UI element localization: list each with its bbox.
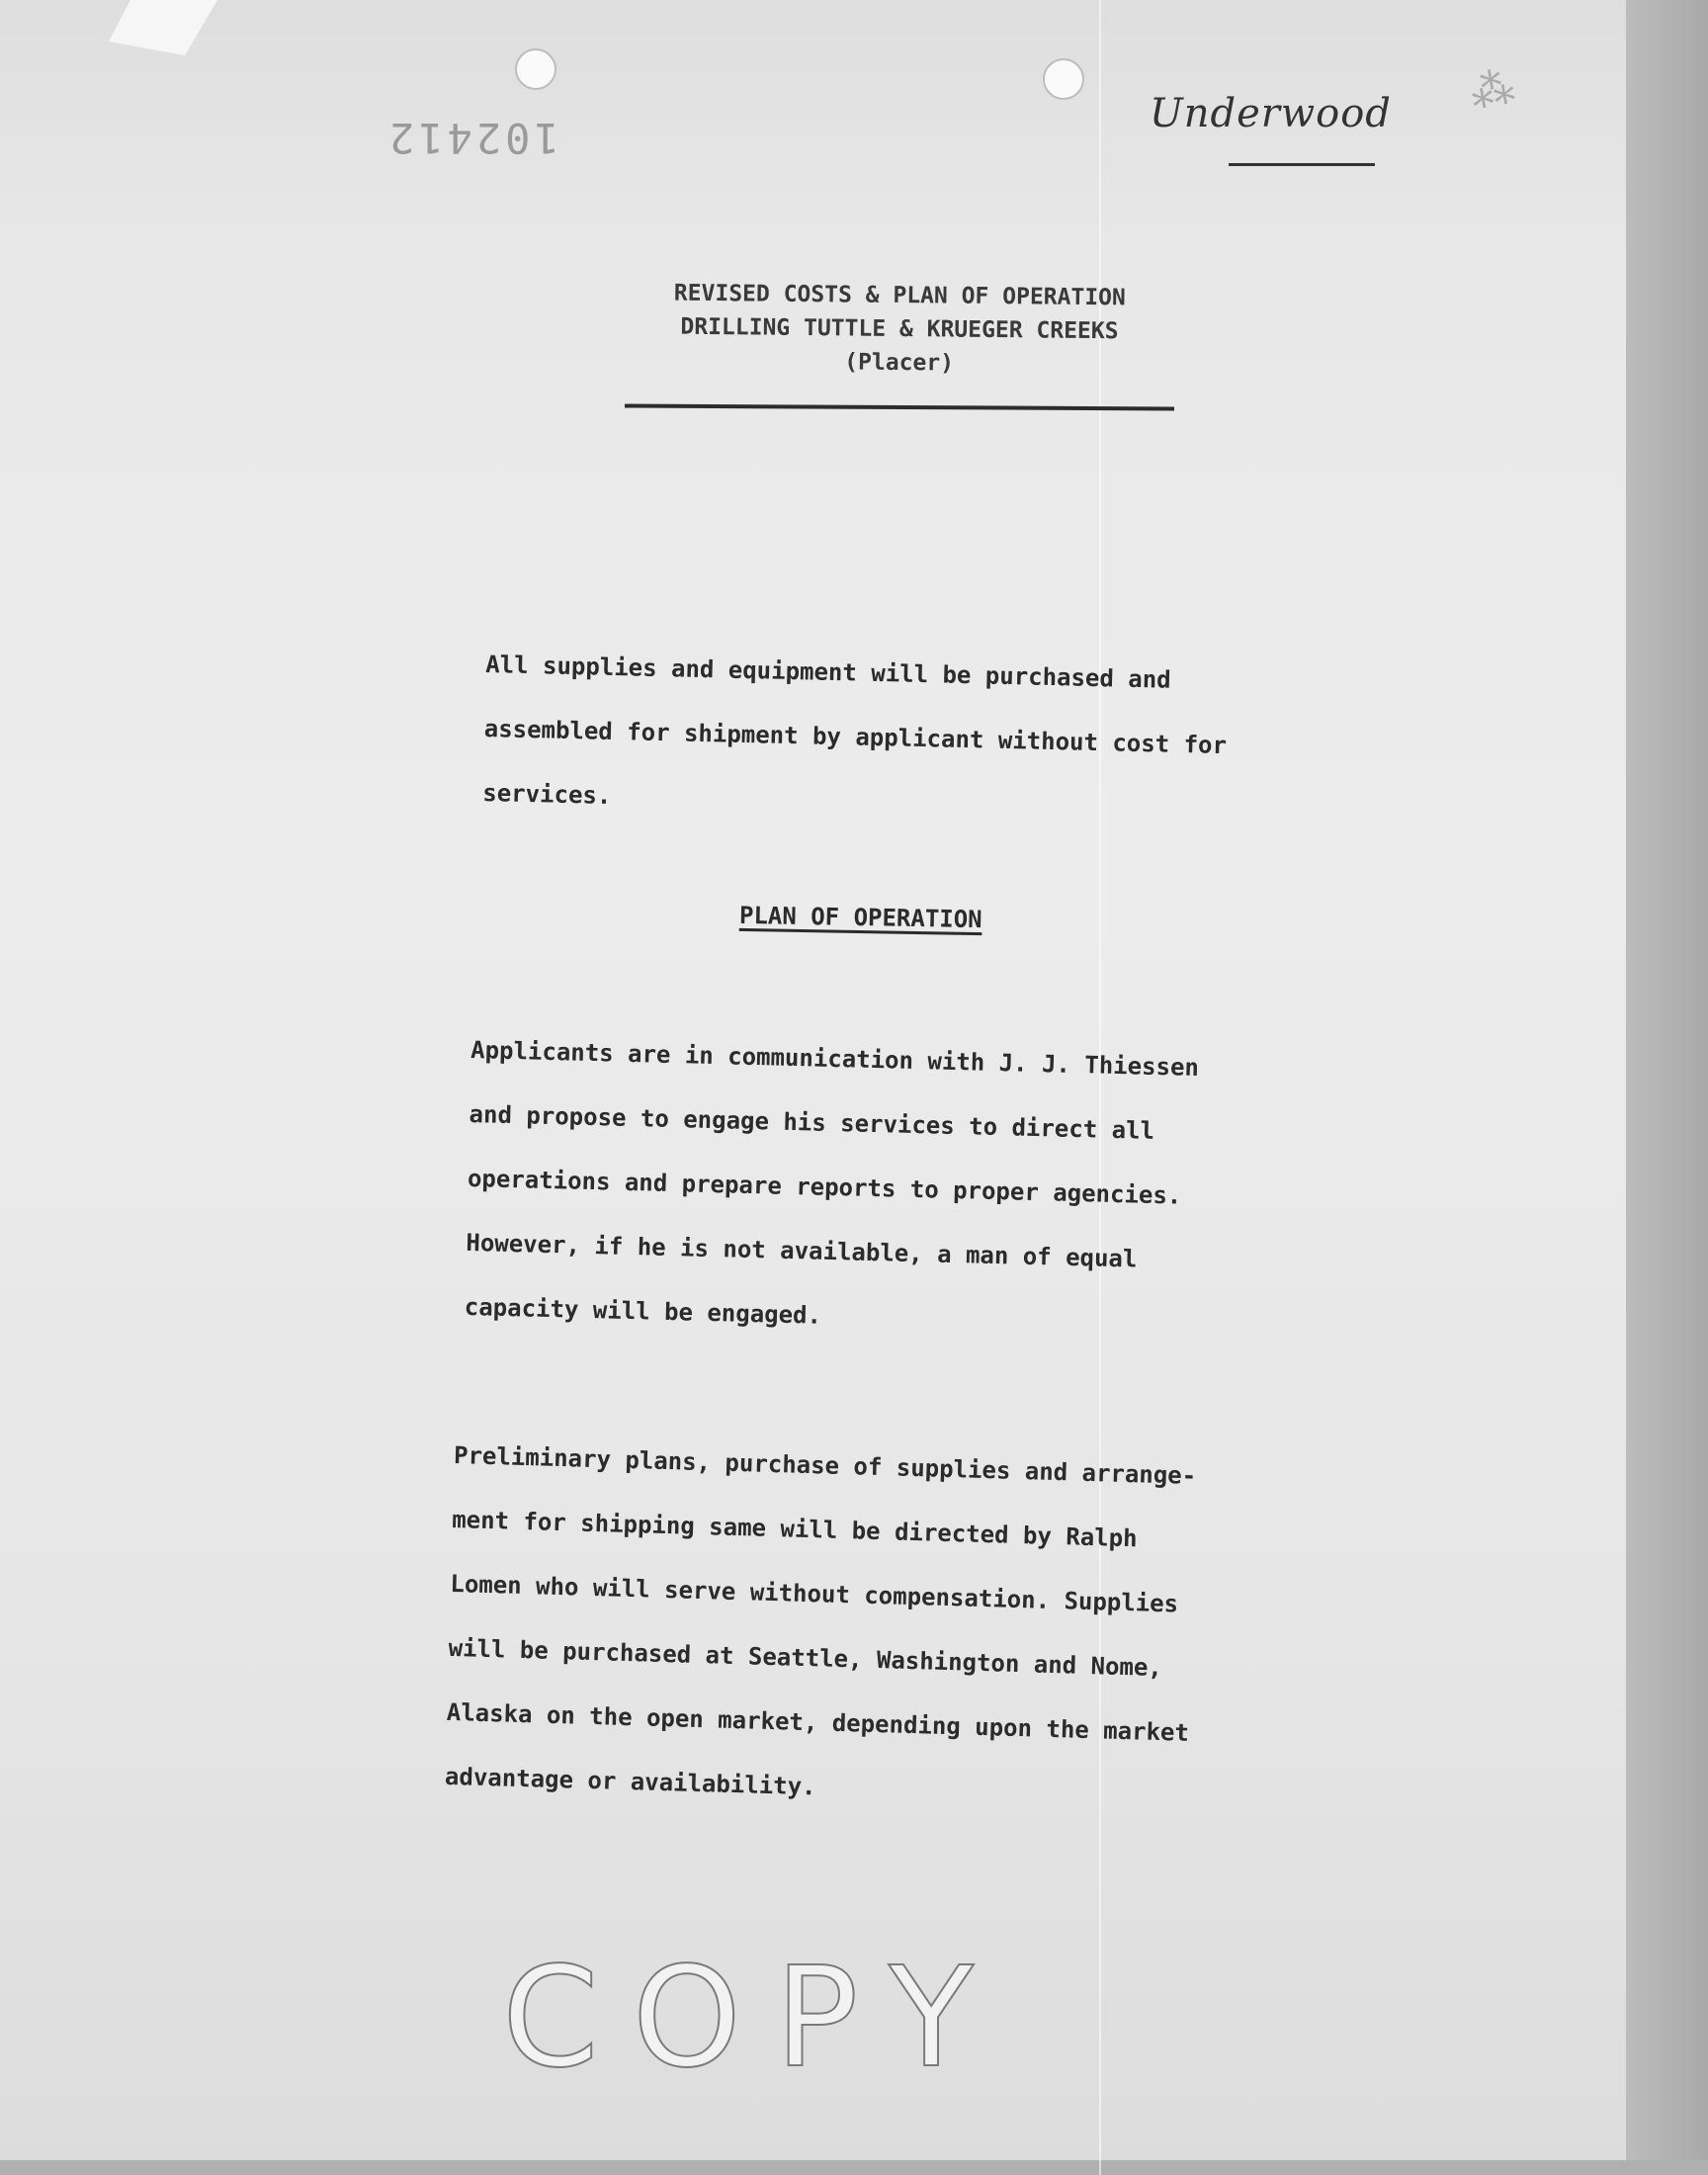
text-line: All supplies and equipment will be purchased and xyxy=(484,650,1171,694)
text-line: Applicants are in communication with J. J. Thiessen xyxy=(470,1035,1200,1082)
title-line-3: (Placer) xyxy=(844,349,955,377)
copy-stamp: COPY xyxy=(502,1938,1007,2099)
reference-number: 102412 xyxy=(385,114,559,162)
title-line-1: REVISED COSTS & PLAN OF OPERATION xyxy=(673,280,1126,311)
handwritten-signature: Underwood xyxy=(1150,91,1392,136)
paragraph-thiessen xyxy=(464,1018,1200,1357)
text-line: However, if he is not available, a man of equal xyxy=(466,1228,1138,1273)
torn-corner xyxy=(109,0,217,69)
text-line: advantage or availability. xyxy=(444,1762,816,1801)
paragraph-preliminary-plans xyxy=(444,1424,1197,1830)
text-line: will be purchased at Seattle, Washington and Nome, xyxy=(448,1633,1163,1683)
corner-mark-icon: ⁂ xyxy=(1466,61,1519,120)
scan-edge-right xyxy=(1626,0,1708,2175)
text-line: assembled for shipment by applicant without cost for xyxy=(483,714,1228,760)
text-line: services. xyxy=(482,778,612,810)
punch-hole-right xyxy=(1043,58,1084,100)
text-line: operations and prepare reports to proper agencies. xyxy=(467,1164,1182,1210)
scan-edge-bottom xyxy=(0,2160,1708,2175)
paragraph-supplies xyxy=(482,633,1230,842)
text-line: ment for shipping same will be directed by Ralph xyxy=(451,1505,1138,1553)
text-line: Preliminary plans, purchase of supplies and arrange- xyxy=(453,1440,1197,1490)
text-line: Lomen who will serve without compensation. Supplies xyxy=(450,1569,1179,1618)
text-line: capacity will be engaged. xyxy=(464,1292,822,1330)
document-title xyxy=(612,276,1186,383)
punch-hole-left xyxy=(515,48,556,90)
title-line-2: DRILLING TUTTLE & KRUEGER CREEKS xyxy=(680,313,1119,345)
section-heading: PLAN OF OPERATION xyxy=(738,901,982,934)
text-line: and propose to engage his services to direct all xyxy=(469,1099,1155,1145)
text-line: Alaska on the open market, depending upon the market xyxy=(446,1697,1190,1747)
title-underline xyxy=(625,404,1174,411)
signature-underline xyxy=(1229,163,1375,166)
